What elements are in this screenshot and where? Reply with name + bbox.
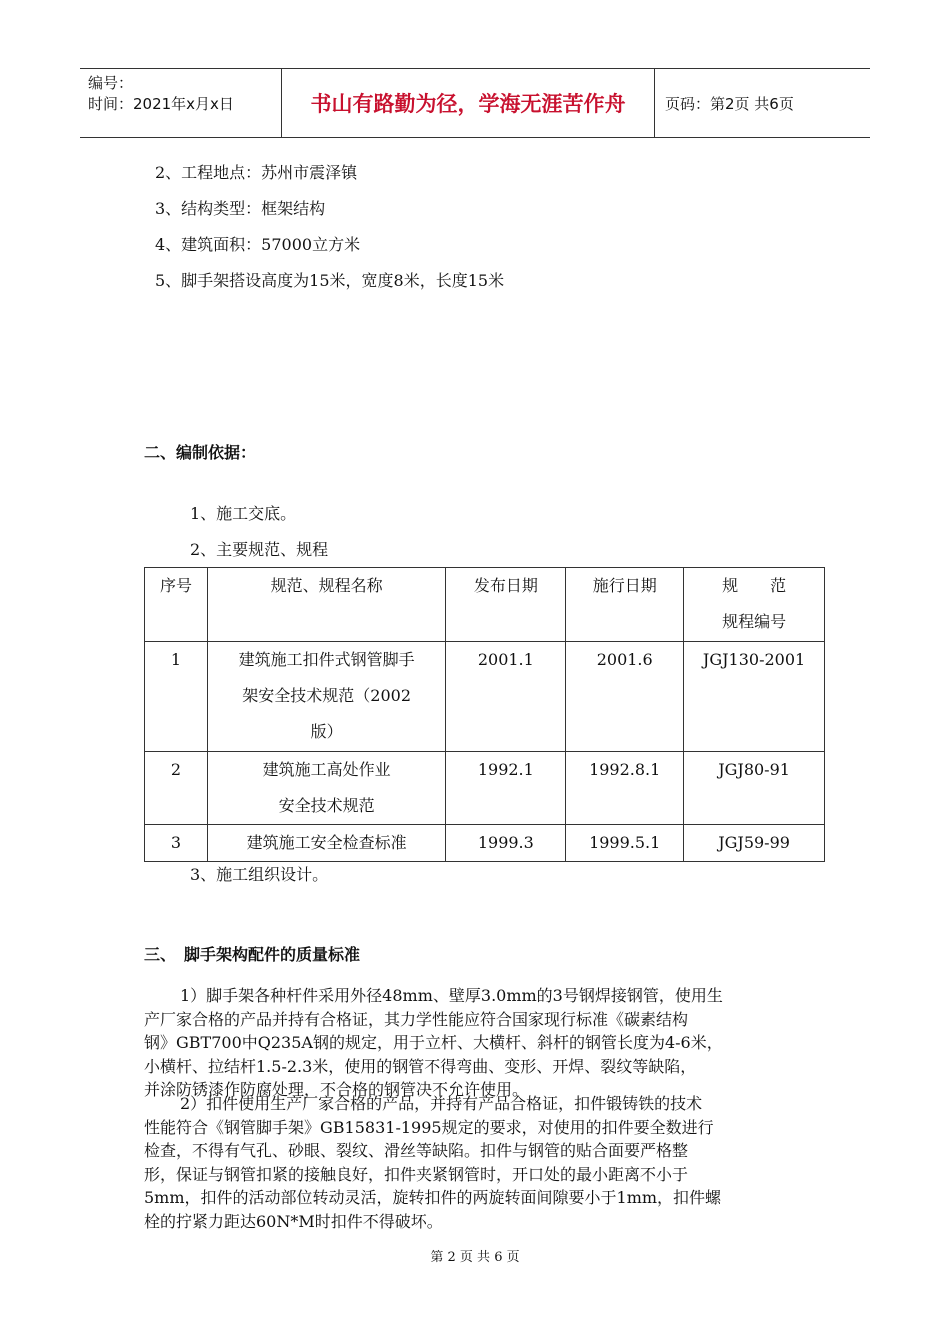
header-pub-date: 发布日期	[446, 568, 566, 642]
header-page-info: 页码：第2页 共6页	[665, 94, 794, 113]
standards-table	[144, 567, 825, 862]
project-structure: 3、结构类型：框架结构	[155, 199, 326, 218]
section3-paragraph-2: 2）扣件使用生产厂家合格的产品，并持有产品合格证，扣件锻铸铁的技术 性能符合《钢管脚手架》GB15831-1995规定的要求，对使用的扣件要全数进行 检查，不得有气孔、砂眼、裂纹、滑丝等缺陷。扣件与钢管的贴合面要严格整 形，保证与钢管扣紧的接触良好，扣件夹紧钢管时，开口处的最小距离不小于 5mm，扣件的活动部位转动灵活，旋转扣件的两旋转面间隙要小于1mm，扣件螺 栓的拧紧力距达60N*M时扣件不得破坏。	[144, 1094, 722, 1231]
section3-title: 三、 脚手架构配件的质量标准	[144, 945, 361, 964]
section2-item1: 1、施工交底。	[190, 504, 297, 523]
section2-title: 二、编制依据：	[144, 443, 257, 462]
time-label: 时间：2021年x月x日	[88, 95, 234, 113]
table-row: 2 建筑施工高处作业 安全技术规范 1992.1 1992.8.1 JGJ80-91	[145, 752, 825, 825]
section2-item3: 3、施工组织设计。	[190, 865, 329, 884]
number-label: 编号：	[88, 74, 134, 92]
header-meta	[80, 69, 282, 137]
project-location: 2、工程地点：苏州市震泽镇	[155, 163, 358, 182]
header-motto: 书山有路勤为径，学海无涯苦作舟	[282, 69, 655, 137]
page-header	[80, 68, 870, 138]
page-footer: 第 2 页 共 6 页	[430, 1250, 520, 1265]
header-eff-date: 施行日期	[566, 568, 684, 642]
header-name: 规范、规程名称	[207, 568, 446, 642]
section3-paragraph-1: 1）脚手架各种杆件采用外径48mm、壁厚3.0mm的3号钢焊接钢管，使用生 产厂家合格的产品并持有合格证，其力学性能应符合国家现行标准《碳素结构 钢》GBT700中Q235A钢的规定，用于立杆、大横杆、斜杆的钢管长度为4-6米， 小横杆、拉结杆1.5-2.3米，使用的钢管不得弯曲、变形、开焊、裂纹等缺陷， 并涂防锈漆作防腐处理，不合格的钢管决不允许使用。	[144, 986, 723, 1100]
table-header-row	[145, 568, 825, 642]
project-area: 4、建筑面积：57000立方米	[155, 235, 361, 254]
table-row: 1 建筑施工扣件式钢管脚手 架安全技术规范（2002 版） 2001.1 2001.6 JGJ130-2001	[145, 642, 825, 752]
header-no: 序号	[145, 568, 208, 642]
section2-item2: 2、主要规范、规程	[190, 540, 329, 559]
table-row: 3 建筑施工安全检查标准 1999.3 1999.5.1 JGJ59-99	[145, 825, 825, 862]
header-code: 规 范 规程编号	[684, 568, 825, 642]
project-scaffold-size: 5、脚手架搭设高度为15米，宽度8米，长度15米	[155, 271, 505, 290]
